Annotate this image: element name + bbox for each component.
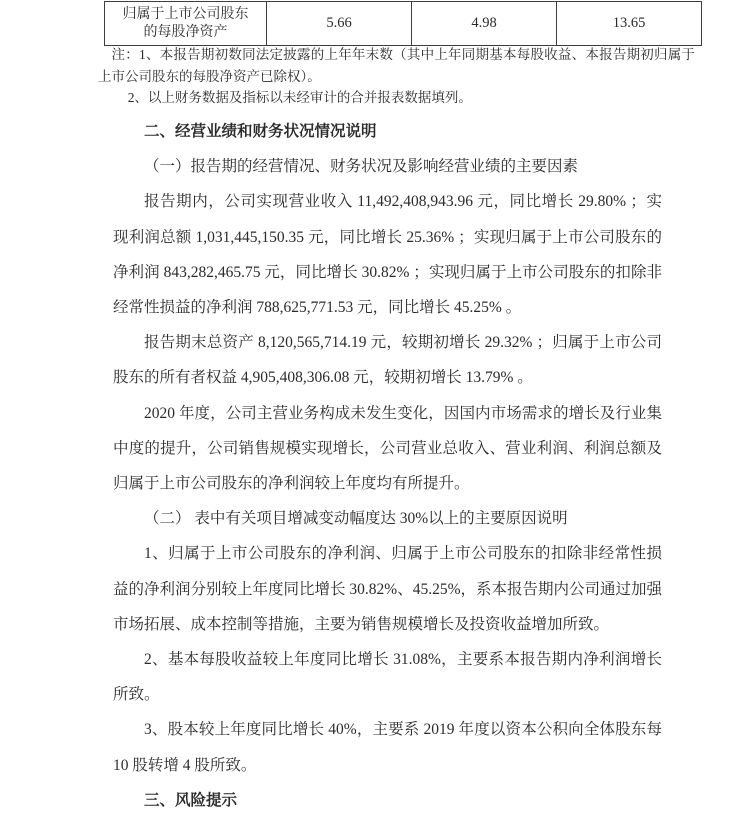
- paragraph-reason-1: 1、归属于上市公司股东的净利润、归属于上市公司股东的扣除非经常性损益的净利润分别较上年度同比增长 30.82%、45.25%，系本报告期内公司通过加强市场拓展、成本控制等措施，主要为销售规模增长及投资收益增加所致。: [113, 545, 662, 633]
- cell-value-change-percent: 13.65: [557, 2, 702, 46]
- paragraph-reason-3: 3、股本较上年度同比增长 40%，主要系 2019 年度以资本公积向全体股东每 10 股转增 4 股所致。: [113, 721, 662, 774]
- financial-indicators-table: [104, 1, 702, 46]
- subsection-heading-2: （二） 表中有关项目增减变动幅度达 30%以上的主要原因说明: [144, 510, 568, 528]
- paragraph-revenue-profit: 报告期内，公司实现营业收入 11,492,408,943.96 元，同比增长 29.80% ；实现利润总额 1,031,445,150.35 元，同比增长 25.36% ；实现归属于上市公司股东的净利润 843,282,465.75 元，同比增长 30.82% ；实现归属于上市公司股东的扣除非经常性损益的净利润 788,625,771.53 元，同比增长 45.25% 。: [113, 193, 662, 317]
- row-label-net-assets-per-share: 归属于上市公司股东的每股净资产: [105, 2, 267, 46]
- paragraph-reason-2: 2、基本每股收益较上年度同比增长 31.08%，主要系本报告期内净利润增长所致。: [113, 651, 662, 704]
- table-row-net-assets-per-share: [105, 2, 702, 46]
- table-notes: [98, 44, 695, 109]
- note-2: 2、以上财务数据及指标以未经审计的合并报表数据填列。: [127, 90, 472, 105]
- cell-value-current-period: 5.66: [267, 2, 412, 46]
- section-heading-risk-notice: 三、风险提示: [144, 791, 238, 809]
- paragraph-assets-equity: 报告期末总资产 8,120,565,714.19 元，较期初增长 29.32% ；归属于上市公司股东的所有者权益 4,905,408,306.08 元，较期初增长 13.79% 。: [113, 334, 662, 387]
- subsection-heading-1: （一）报告期的经营情况、财务状况及影响经营业绩的主要因素: [144, 158, 579, 176]
- paragraph-business-overview: 2020 年度，公司主营业务构成未发生变化，因国内市场需求的增长及行业集中度的提升，公司销售规模实现增长，公司营业总收入、营业利润、利润总额及归属于上市公司股东的净利润较上年度均有所提升。: [113, 404, 662, 493]
- note-1: 注：1、本报告期初数同法定披露的上年年末数（其中上年同期基本每股收益、本报告期初归属于上市公司股东的每股净资产已除权）。: [98, 47, 695, 84]
- document-body: [113, 114, 662, 818]
- section-heading-operating-results: 二、经营业绩和财务状况情况说明: [144, 123, 377, 140]
- cell-value-prior-period: 4.98: [412, 2, 557, 46]
